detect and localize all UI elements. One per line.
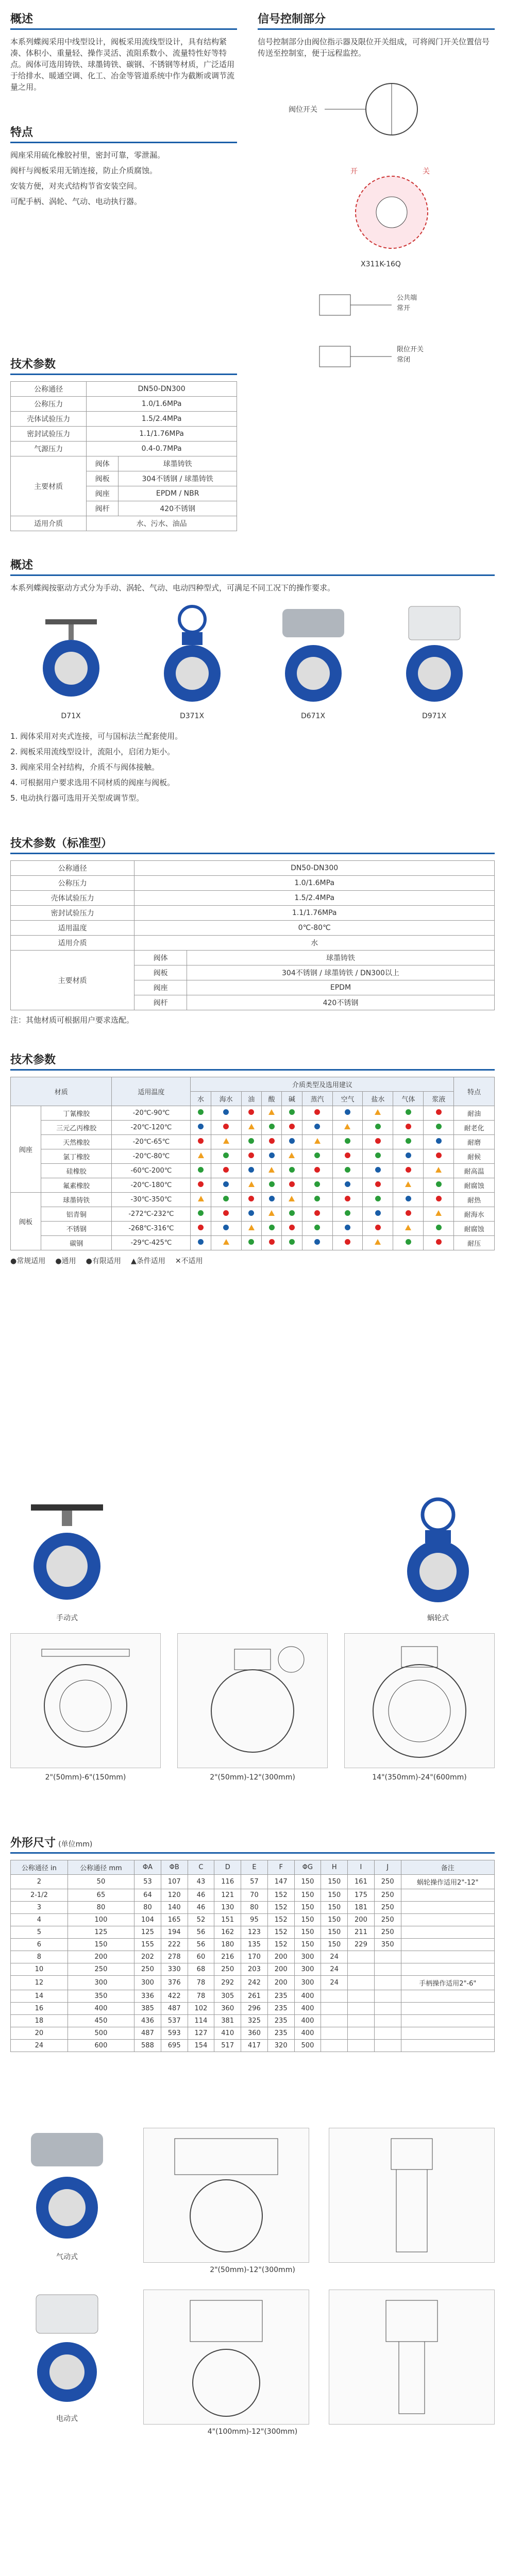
models-title: 概述: [10, 559, 33, 572]
signal-label: 常闭: [397, 356, 411, 364]
table-row: 公称通径 DN50-DN300: [11, 382, 237, 397]
table-row: 12 300 300 376 78 292 242 200 300 24 手柄操作适用2"-6": [11, 1976, 495, 1990]
compat-mark-icon: [248, 1109, 254, 1115]
table-row: 适用介质 水: [11, 936, 495, 951]
media-header: 碱: [282, 1092, 302, 1106]
compat-mark-icon: [314, 1109, 320, 1115]
compat-mark-icon: [198, 1153, 204, 1158]
compat-mark-icon: [345, 1210, 350, 1216]
compat-mark-icon: [345, 1225, 350, 1230]
compat-mark-icon: [375, 1138, 381, 1144]
drawing-icon: [143, 2290, 309, 2425]
compat-mark-icon: [375, 1196, 381, 1201]
table-row: 壳体试验压力 1.5/2.4MPa: [11, 412, 237, 427]
signal-label: 阀位开关: [289, 106, 317, 114]
compat-mark-icon: [198, 1225, 204, 1230]
overview-title: 概述: [10, 13, 33, 26]
table-row: 公称压力 1.0/1.6MPa: [11, 876, 495, 891]
compat-mark-icon: [223, 1153, 229, 1158]
compat-mark-icon: [269, 1181, 275, 1187]
table-row: 18 450 436 537 114 381 325 235 400: [11, 2015, 495, 2027]
compat-mark-icon: [375, 1153, 381, 1158]
compat-mark-icon: [375, 1181, 381, 1187]
compat-mark-icon: [435, 1167, 442, 1173]
compat-mark-icon: [406, 1167, 411, 1173]
table-row: 公称通径 DN50-DN300: [11, 861, 495, 876]
drawing-handle: 2"(50mm)-6"(150mm): [10, 1633, 161, 1782]
compat-mark-icon: [345, 1167, 350, 1173]
compat-mark-icon: [406, 1138, 411, 1144]
compat-legend: ●常规适用 ●通用 ●有限适用 ▲条件适用 ✕不适用: [10, 1257, 203, 1265]
compat-mark-icon: [223, 1239, 229, 1245]
column-header: I: [348, 1860, 375, 1875]
table-row: 硅橡胶 -60℃-200℃ 耐高温: [11, 1164, 495, 1178]
table-row: 14 350 336 422 78 305 261 235 400: [11, 1990, 495, 2003]
table-row: 阀座 丁氰橡胶 -20℃-90℃ 耐油: [11, 1106, 495, 1121]
models-text: 本系列蝶阀按驱动方式分为手动、涡轮、气动、电动四种型式，可满足不同工况下的操作要求。: [10, 583, 335, 592]
table-row: 密封试验压力 1.1/1.76MPa: [11, 906, 495, 921]
compat-mark-icon: [248, 1153, 254, 1158]
table-row: 碳钢 -29℃-425℃ 耐压: [11, 1236, 495, 1250]
compat-mark-icon: [289, 1196, 295, 1201]
compat-mark-icon: [344, 1124, 350, 1129]
compat-mark-icon: [223, 1138, 229, 1144]
media-header: 水: [191, 1092, 211, 1106]
table-row: 24 600 588 695 154 517 417 320 500: [11, 2040, 495, 2052]
compat-mark-icon: [375, 1167, 381, 1173]
compat-mark-icon: [314, 1124, 320, 1129]
signal-label: 关: [423, 167, 430, 176]
note-item: 3. 阀座采用全衬结构，介质不与阀体接触。: [10, 762, 160, 772]
compat-mark-icon: [248, 1181, 255, 1187]
compat-mark-icon: [223, 1181, 229, 1187]
compat-mark-icon: [405, 1225, 411, 1230]
table-row: 密封试验压力 1.1/1.76MPa: [11, 427, 237, 442]
note-item: 5. 电动执行器可选用开关型或调节型。: [10, 793, 144, 803]
signal-label: 常开: [397, 304, 411, 312]
feature-item: 安装方便，对夹式结构节省安装空间。: [10, 181, 142, 191]
drawing-icon: [329, 2290, 495, 2425]
valve-icon: [25, 604, 117, 707]
column-header: 公称通径 in: [11, 1860, 68, 1875]
compat-mark-icon: [436, 1138, 442, 1144]
compat-mark-icon: [436, 1153, 442, 1158]
compat-mark-icon: [198, 1181, 204, 1187]
worm-valve-photo: 蜗轮式: [381, 1494, 495, 1623]
compat-mark-icon: [268, 1210, 275, 1216]
column-header: 公称通径 mm: [68, 1860, 134, 1875]
drawing-worm-large: 14"(350mm)-24"(600mm): [344, 1633, 495, 1782]
tech1-table: [10, 381, 237, 531]
note-item: 4. 可根据用户要求选用不同材质的阀座与阀板。: [10, 778, 175, 787]
drawing-icon: [10, 1633, 161, 1768]
table-row: 阀杆 420不锈钢: [11, 501, 237, 516]
compat-mark-icon: [314, 1225, 320, 1230]
compat-mark-icon: [248, 1124, 255, 1129]
compat-mark-icon: [314, 1167, 320, 1173]
column-header: ΦG: [294, 1860, 321, 1875]
compat-mark-icon: [269, 1153, 275, 1158]
table-row: 天然橡胶 -20℃-65℃ 耐磨: [11, 1135, 495, 1149]
compat-mark-icon: [198, 1196, 204, 1201]
signal-label: 公共端: [397, 294, 417, 302]
compat-mark-icon: [198, 1167, 204, 1173]
table-row: 不锈钢 -268℃-316℃ 耐腐蚀: [11, 1222, 495, 1236]
table-row: 适用介质 水、污水、油品: [11, 516, 237, 531]
table-row: 阀杆 420不锈钢: [11, 995, 495, 1010]
compat-mark-icon: [223, 1124, 229, 1129]
manual-valve-photo: 手动式: [10, 1494, 124, 1623]
compat-mark-icon: [223, 1196, 229, 1201]
table-row: 气源压力 0.4-0.7MPa: [11, 442, 237, 456]
compat-mark-icon: [289, 1138, 295, 1144]
compat-mark-icon: [314, 1196, 320, 1201]
compat-mark-icon: [345, 1153, 350, 1158]
tech2-note: 注：其他材质可根据用户要求选配。: [10, 1015, 134, 1025]
compat-mark-icon: [436, 1109, 442, 1115]
signal-label: 限位开关: [397, 346, 424, 353]
column-header: ΦB: [161, 1860, 188, 1875]
compat-mark-icon: [223, 1210, 229, 1216]
compat-mark-icon: [248, 1167, 254, 1173]
compat-mark-icon: [198, 1239, 204, 1245]
compat-title: 技术参数: [10, 1054, 56, 1066]
table-row: 阀座 EPDM / NBR: [11, 486, 237, 501]
feature-item: 可配手柄、涡轮、气动、电动执行器。: [10, 197, 142, 206]
compat-mark-icon: [198, 1210, 204, 1216]
signal-label: 开: [350, 167, 358, 176]
compat-mark-icon: [406, 1124, 411, 1129]
table-row: 氟素橡胶 -20℃-180℃ 耐腐蚀: [11, 1178, 495, 1193]
compat-mark-icon: [406, 1109, 411, 1115]
table-row: 2-1/2 65 64 120 46 121 70 152 150 150 175 250: [11, 1889, 495, 1902]
compat-mark-icon: [198, 1138, 204, 1144]
compat-mark-icon: [345, 1196, 350, 1201]
column-header: 备注: [401, 1860, 494, 1875]
table-row: 适用温度 0℃-80℃: [11, 921, 495, 936]
pneumatic-photo: 气动式: [10, 2128, 124, 2263]
compat-mark-icon: [248, 1196, 254, 1201]
compat-mark-icon: [269, 1196, 275, 1201]
column-header: J: [374, 1860, 401, 1875]
signal-diagram: [258, 63, 495, 393]
compat-mark-icon: [289, 1109, 295, 1115]
compat-mark-icon: [436, 1124, 442, 1129]
column-header: F: [267, 1860, 294, 1875]
note-item: 2. 阀板采用流线型设计，流阻小，启闭力矩小。: [10, 747, 175, 756]
column-header: C: [188, 1860, 214, 1875]
valve-model-d671x: D671X: [267, 604, 360, 720]
valve-model-d971x: D971X: [388, 604, 481, 720]
compat-mark-icon: [289, 1124, 295, 1129]
column-header: E: [241, 1860, 268, 1875]
table-row: 主要材质 阀体 球墨铸铁: [11, 951, 495, 965]
table-row: 公称压力 1.0/1.6MPa: [11, 397, 237, 412]
table-row: 4 100 104 165 52 151 95 152 150 150 200 250: [11, 1914, 495, 1926]
compat-mark-icon: [269, 1124, 275, 1129]
signal-title: 信号控制部分: [258, 13, 326, 26]
compat-mark-icon: [248, 1225, 255, 1230]
compat-mark-icon: [436, 1196, 442, 1201]
compat-mark-icon: [198, 1124, 204, 1129]
compat-mark-icon: [314, 1181, 320, 1187]
table-row: 2 50 53 107 43 116 57 147 150 150 161 250 蜗轮操作适用2"-12": [11, 1875, 495, 1889]
media-header: 气体: [393, 1092, 424, 1106]
valve-icon: [381, 1494, 495, 1607]
drawing-worm-small: 2"(50mm)-12"(300mm): [177, 1633, 328, 1782]
media-header: 海水: [211, 1092, 241, 1106]
valve-model-d371x: D371X: [146, 604, 239, 720]
compat-mark-icon: [268, 1167, 275, 1173]
column-header: ΦA: [134, 1860, 161, 1875]
compat-mark-icon: [435, 1210, 442, 1216]
features-title: 特点: [10, 126, 33, 139]
compat-mark-icon: [436, 1225, 442, 1230]
valve-icon: [388, 604, 481, 707]
table-row: 16 400 385 487 102 360 296 235 400: [11, 2003, 495, 2015]
valve-icon: [10, 2128, 124, 2246]
compat-mark-icon: [269, 1239, 275, 1245]
media-header: 油: [241, 1092, 261, 1106]
dims1-table: [10, 1860, 495, 2052]
compat-mark-icon: [314, 1210, 320, 1216]
compat-mark-icon: [268, 1109, 275, 1115]
compat-mark-icon: [289, 1210, 295, 1216]
table-row: 阀板 304不锈钢 / 球墨铸铁: [11, 471, 237, 486]
compat-mark-icon: [345, 1109, 350, 1115]
compat-mark-icon: [436, 1181, 442, 1187]
compat-mark-icon: [269, 1138, 275, 1144]
compat-mark-icon: [406, 1153, 411, 1158]
compat-mark-icon: [345, 1239, 350, 1245]
column-header: D: [214, 1860, 241, 1875]
compat-mark-icon: [375, 1109, 381, 1115]
compat-mark-icon: [223, 1167, 229, 1173]
tech2-title: 技术参数（标准型）: [10, 837, 113, 850]
compat-mark-icon: [314, 1153, 320, 1158]
feature-item: 阀杆与阀板采用无销连接，防止介质腐蚀。: [10, 166, 158, 175]
compat-mark-icon: [375, 1210, 381, 1216]
compat-mark-icon: [375, 1239, 381, 1245]
compat-mark-icon: [289, 1181, 295, 1187]
dims1-title: 外形尺寸: [10, 1837, 56, 1850]
compat-mark-icon: [375, 1225, 381, 1230]
column-header: H: [321, 1860, 348, 1875]
valve-icon: [10, 1494, 124, 1607]
media-header: 盐水: [363, 1092, 393, 1106]
compat-mark-icon: [406, 1210, 411, 1216]
compat-mark-icon: [345, 1181, 350, 1187]
compat-table: 材质 适用温度 介质类型及选用建议 特点 水 海水 油 酸 碱 蒸汽 空气 盐水 气体 浆液 阀座 丁氰橡胶 -20℃-90℃ 耐油 三元乙丙橡胶 -20℃-120℃ 耐老化 天然橡胶 -20℃-65℃ 耐磨 氯丁橡胶 -20℃-80℃ 耐候 硅橡胶 -60℃-200℃ 耐高温 氟素橡胶 -20℃-180℃ 耐腐蚀 阀板 球墨铸铁 -30℃-350℃ 耐热 铝青铜 -272℃-232℃ 耐海水 不锈钢 -268℃-316℃ 耐腐蚀 碳钢 -29℃-425℃ 耐压: [10, 1077, 495, 1250]
media-header: 空气: [332, 1092, 363, 1106]
tech2-table: [10, 860, 495, 1010]
drawing-icon: [143, 2128, 309, 2263]
compat-mark-icon: [248, 1138, 254, 1144]
compat-mark-icon: [223, 1109, 229, 1115]
table-row: 20 500 487 593 127 410 360 235 400: [11, 2027, 495, 2040]
table-row: 阀座 EPDM: [11, 980, 495, 995]
compat-mark-icon: [289, 1153, 295, 1158]
table-row: 氯丁橡胶 -20℃-80℃ 耐候: [11, 1149, 495, 1164]
compat-mark-icon: [269, 1225, 275, 1230]
electric-photo: 电动式: [10, 2290, 124, 2425]
compat-mark-icon: [406, 1239, 411, 1245]
compat-mark-icon: [289, 1239, 295, 1245]
feature-item: 阀座采用硫化橡胶衬里，密封可靠，零泄漏。: [10, 150, 165, 160]
compat-mark-icon: [248, 1239, 254, 1245]
table-row: 6 150 155 222 56 180 135 152 150 150 229 350: [11, 1939, 495, 1951]
compat-mark-icon: [198, 1109, 204, 1115]
signal-text: 信号控制部分由阀位指示器及限位开关组成，可将阀门开关位置信号传送至控制室，便于远程监控。: [258, 37, 490, 58]
overview-text: 本系列蝶阀采用中线型设计，阀板采用流线型设计，具有结构紧凑、体积小、重量轻、操作灵活、流阻系数小、流量特性好等特点。阀体可选用铸铁、球墨铸铁、碳钢、不锈钢等材质，广泛适用于给排水、暖通空调、化工、冶金等管道系统中作为截断或调节流量之用。: [10, 37, 235, 92]
tech1-title: 技术参数: [10, 358, 56, 371]
table-row: 8 200 202 278 60 216 170 200 300 24: [11, 1951, 495, 1963]
media-header: 浆液: [424, 1092, 454, 1106]
compat-mark-icon: [375, 1124, 381, 1129]
drawing-icon: [329, 2128, 495, 2263]
drawing-icon: [344, 1633, 495, 1768]
table-row: 三元乙丙橡胶 -20℃-120℃ 耐老化: [11, 1121, 495, 1135]
compat-mark-icon: [314, 1138, 321, 1144]
valve-model-d71x: D71X: [25, 604, 117, 720]
drawing-icon: [177, 1633, 328, 1768]
media-header: 酸: [261, 1092, 281, 1106]
table-row: 主要材质 阀体 球墨铸铁: [11, 456, 237, 471]
table-row: 阀板 304不锈钢 / 球墨铸铁 / DN300以上: [11, 965, 495, 980]
compat-mark-icon: [405, 1181, 411, 1187]
compat-mark-icon: [289, 1225, 295, 1230]
table-row: 壳体试验压力 1.5/2.4MPa: [11, 891, 495, 906]
compat-mark-icon: [436, 1239, 442, 1245]
valve-icon: [267, 604, 360, 707]
compat-mark-icon: [248, 1210, 254, 1216]
media-header: 蒸汽: [302, 1092, 332, 1106]
table-row: 3 80 80 140 46 130 80 152 150 150 181 250: [11, 1902, 495, 1914]
compat-mark-icon: [406, 1196, 411, 1201]
table-row: 10 250 250 330 68 250 203 200 300 24: [11, 1963, 495, 1976]
compat-mark-icon: [223, 1225, 229, 1230]
compat-mark-icon: [289, 1167, 295, 1173]
compat-mark-icon: [314, 1239, 320, 1245]
table-row: 5 125 125 194 56 162 123 152 150 150 211 250: [11, 1926, 495, 1939]
compat-mark-icon: [345, 1138, 350, 1144]
table-row: 阀板 球墨铸铁 -30℃-350℃ 耐热: [11, 1193, 495, 1207]
signal-label: X311K-16Q: [361, 260, 401, 268]
valve-icon: [146, 604, 239, 707]
valve-icon: [10, 2290, 124, 2408]
table-row: 铝青铜 -272℃-232℃ 耐海水: [11, 1207, 495, 1222]
note-item: 1. 阀体采用对夹式连接，可与国标法兰配套使用。: [10, 732, 183, 741]
